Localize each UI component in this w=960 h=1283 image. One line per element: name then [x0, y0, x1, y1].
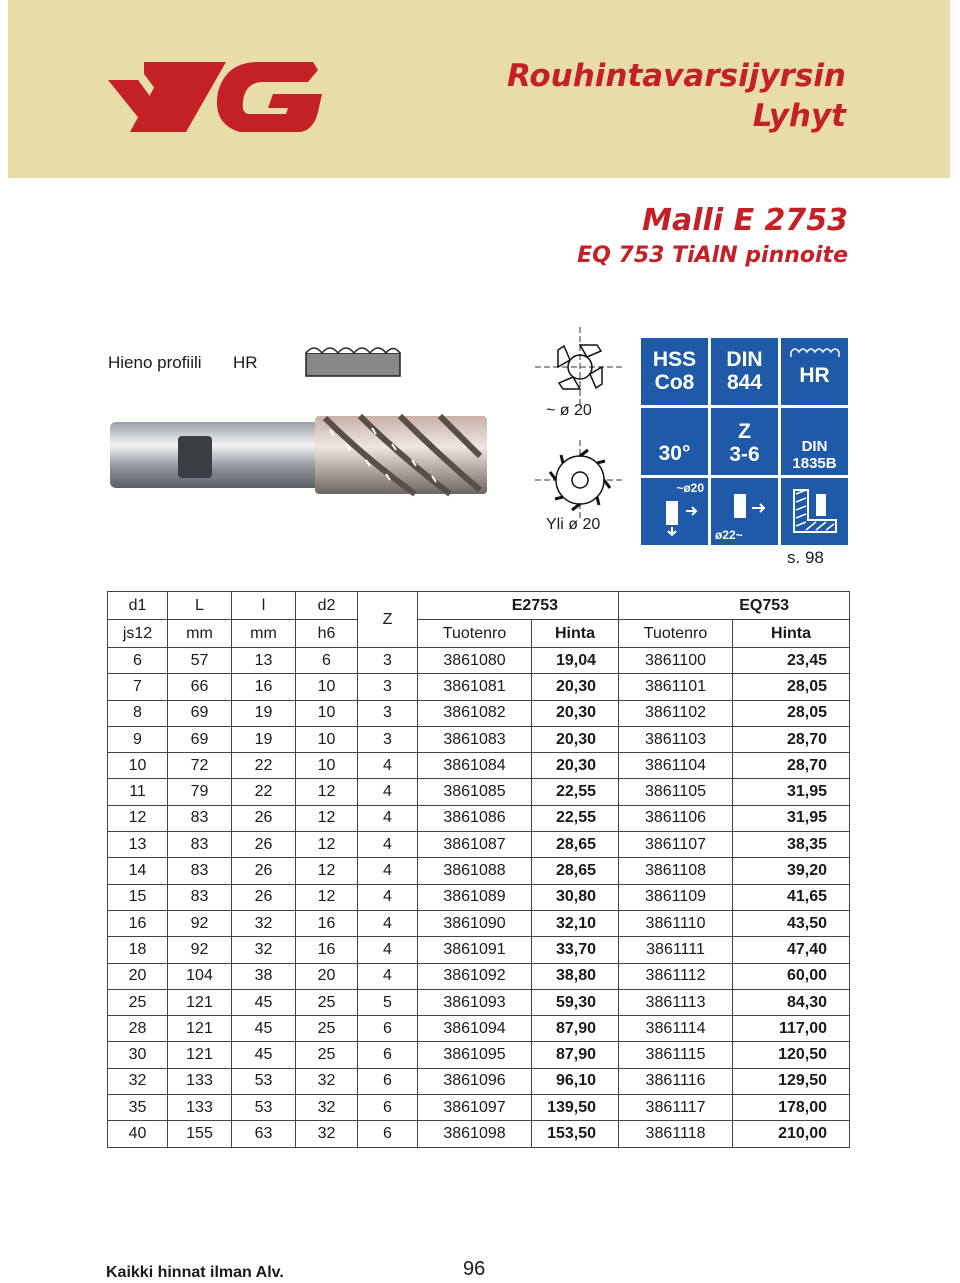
cell-d2: 25: [296, 1016, 358, 1042]
cell-d2: 32: [296, 1068, 358, 1094]
cross-section-small-icon: [535, 327, 625, 407]
cell-L: 83: [168, 832, 232, 858]
cell-code-e: 3861081: [418, 674, 532, 700]
cell-d2: 16: [296, 937, 358, 963]
cell-price-e: 87,90: [532, 1016, 619, 1042]
table-row: [108, 726, 850, 752]
cell-L: 104: [168, 963, 232, 989]
cell-l: 53: [232, 1095, 296, 1121]
cell-L: 57: [168, 648, 232, 674]
col-l-unit: mm: [232, 620, 296, 648]
col-d2-tol: h6: [296, 620, 358, 648]
cell-code-eq: 3861104: [619, 753, 733, 779]
cell-z: 6: [358, 1095, 418, 1121]
cell-code-e: 3861094: [418, 1016, 532, 1042]
profile-label: Hieno profiili: [108, 353, 202, 372]
cell-d2: 10: [296, 700, 358, 726]
col-code-eq: Tuotenro: [619, 620, 733, 648]
cell-l: 19: [232, 726, 296, 752]
cell-code-e: 3861083: [418, 726, 532, 752]
cell-z: 3: [358, 648, 418, 674]
table-body: [108, 648, 850, 1148]
cell-d2: 32: [296, 1095, 358, 1121]
cell-L: 121: [168, 1016, 232, 1042]
shank-standard-icon: DIN 1835B: [781, 408, 848, 475]
cell-code-eq: 3861107: [619, 832, 733, 858]
table-row: [108, 753, 850, 779]
cell-price-eq: 43,50: [733, 910, 850, 936]
plunge-large-icon: ø22~: [711, 478, 778, 545]
table-row: [108, 1121, 850, 1147]
cell-price-eq: 84,30: [733, 989, 850, 1015]
cell-z: 4: [358, 884, 418, 910]
cell-price-eq: 210,00: [733, 1121, 850, 1147]
cell-d2: 25: [296, 1042, 358, 1068]
cell-code-e: 3861098: [418, 1121, 532, 1147]
cell-d2: 10: [296, 753, 358, 779]
cell-price-e: 20,30: [532, 700, 619, 726]
cell-z: 5: [358, 989, 418, 1015]
cell-price-e: 32,10: [532, 910, 619, 936]
cell-code-eq: 3861116: [619, 1068, 733, 1094]
cell-d2: 20: [296, 963, 358, 989]
cell-code-e: 3861084: [418, 753, 532, 779]
cross-section-large-icon: [535, 440, 625, 520]
cell-l: 38: [232, 963, 296, 989]
cell-d1: 25: [108, 989, 168, 1015]
cell-l: 45: [232, 1042, 296, 1068]
product-table: [107, 591, 850, 1148]
cell-L: 69: [168, 726, 232, 752]
group-eq753: EQ753: [619, 592, 850, 620]
cell-price-eq: 129,50: [733, 1068, 850, 1094]
table-row: [108, 858, 850, 884]
cell-code-e: 3861092: [418, 963, 532, 989]
col-l: l: [232, 592, 296, 620]
coating-name: EQ 753 TiAlN pinnoite: [577, 243, 848, 268]
cell-price-eq: 178,00: [733, 1095, 850, 1121]
group-e2753: E2753: [418, 592, 619, 620]
cell-price-eq: 28,05: [733, 700, 850, 726]
page-number: 96: [463, 1258, 486, 1280]
cell-code-eq: 3861102: [619, 700, 733, 726]
cell-d1: 20: [108, 963, 168, 989]
cell-l: 63: [232, 1121, 296, 1147]
cell-d1: 40: [108, 1121, 168, 1147]
col-d2: d2: [296, 592, 358, 620]
table-row: [108, 700, 850, 726]
cell-l: 22: [232, 753, 296, 779]
cell-code-eq: 3861108: [619, 858, 733, 884]
drill-direction-icon: [650, 497, 700, 537]
cell-price-e: 96,10: [532, 1068, 619, 1094]
page-title: Rouhintavarsijyrsin: [507, 58, 846, 94]
table-row: [108, 963, 850, 989]
cell-code-e: 3861093: [418, 989, 532, 1015]
col-price-eq: Hinta: [733, 620, 850, 648]
col-price-e: Hinta: [532, 620, 619, 648]
cell-code-eq: 3861115: [619, 1042, 733, 1068]
cell-l: 16: [232, 674, 296, 700]
cell-d2: 12: [296, 884, 358, 910]
cell-z: 3: [358, 674, 418, 700]
table-row: [108, 989, 850, 1015]
cell-d1: 28: [108, 1016, 168, 1042]
cell-l: 26: [232, 884, 296, 910]
cell-d1: 32: [108, 1068, 168, 1094]
cell-z: 4: [358, 937, 418, 963]
cell-code-eq: 3861118: [619, 1121, 733, 1147]
cell-d1: 30: [108, 1042, 168, 1068]
cell-code-eq: 3861109: [619, 884, 733, 910]
cell-z: 6: [358, 1068, 418, 1094]
cell-d2: 12: [296, 779, 358, 805]
cell-d2: 12: [296, 832, 358, 858]
page-reference: s. 98: [787, 548, 824, 567]
diameter-large-label: Yli ø 20: [546, 516, 601, 533]
cell-l: 19: [232, 700, 296, 726]
cell-price-eq: 39,20: [733, 858, 850, 884]
cell-d1: 18: [108, 937, 168, 963]
diameter-small-label: ~ ø 20: [546, 402, 592, 419]
flutes-icon: Z 3-6: [711, 408, 778, 475]
cell-d2: 6: [296, 648, 358, 674]
cell-code-eq: 3861103: [619, 726, 733, 752]
cell-z: 3: [358, 726, 418, 752]
side-mill-direction-icon: [720, 492, 770, 522]
shoulder-milling-icon: [790, 486, 840, 536]
cell-d1: 7: [108, 674, 168, 700]
cell-l: 22: [232, 779, 296, 805]
cell-z: 4: [358, 832, 418, 858]
cell-z: 4: [358, 858, 418, 884]
cell-code-e: 3861080: [418, 648, 532, 674]
cell-code-eq: 3861110: [619, 910, 733, 936]
cell-d1: 15: [108, 884, 168, 910]
cell-d2: 32: [296, 1121, 358, 1147]
cell-z: 4: [358, 779, 418, 805]
cell-price-eq: 31,95: [733, 805, 850, 831]
cell-code-e: 3861086: [418, 805, 532, 831]
cell-z: 4: [358, 910, 418, 936]
cell-price-e: 38,80: [532, 963, 619, 989]
cell-L: 121: [168, 1042, 232, 1068]
cell-code-eq: 3861101: [619, 674, 733, 700]
table-row: [108, 1016, 850, 1042]
footer-note: Kaikki hinnat ilman Alv.: [106, 1264, 284, 1281]
cell-price-e: 28,65: [532, 858, 619, 884]
cell-d1: 13: [108, 832, 168, 858]
cell-code-eq: 3861100: [619, 648, 733, 674]
wave-profile-icon: [790, 347, 840, 359]
cell-price-e: 33,70: [532, 937, 619, 963]
cell-code-eq: 3861112: [619, 963, 733, 989]
cell-L: 92: [168, 910, 232, 936]
cell-price-e: 139,50: [532, 1095, 619, 1121]
cell-price-eq: 120,50: [733, 1042, 850, 1068]
cell-code-e: 3861087: [418, 832, 532, 858]
cell-l: 32: [232, 937, 296, 963]
cell-d2: 12: [296, 805, 358, 831]
cell-code-eq: 3861105: [619, 779, 733, 805]
cell-d1: 35: [108, 1095, 168, 1121]
table-row: [108, 1068, 850, 1094]
cell-z: 4: [358, 805, 418, 831]
table-row: [108, 937, 850, 963]
cell-price-e: 20,30: [532, 753, 619, 779]
cell-d1: 14: [108, 858, 168, 884]
cell-d1: 6: [108, 648, 168, 674]
cell-z: 6: [358, 1121, 418, 1147]
cell-code-e: 3861082: [418, 700, 532, 726]
cell-price-eq: 28,70: [733, 726, 850, 752]
cell-d2: 12: [296, 858, 358, 884]
cell-code-e: 3861089: [418, 884, 532, 910]
col-d1-tol: js12: [108, 620, 168, 648]
cell-code-e: 3861085: [418, 779, 532, 805]
cell-price-eq: 28,70: [733, 753, 850, 779]
cell-l: 26: [232, 805, 296, 831]
table-row: [108, 832, 850, 858]
cell-d2: 10: [296, 726, 358, 752]
profile-type: HR: [233, 353, 258, 372]
slot-milling-icon: [781, 478, 848, 545]
cell-d2: 16: [296, 910, 358, 936]
cell-l: 45: [232, 1016, 296, 1042]
cell-code-eq: 3861114: [619, 1016, 733, 1042]
table-row: [108, 910, 850, 936]
col-code-e: Tuotenro: [418, 620, 532, 648]
cell-code-e: 3861097: [418, 1095, 532, 1121]
cell-price-e: 22,55: [532, 779, 619, 805]
cell-code-e: 3861090: [418, 910, 532, 936]
cell-l: 32: [232, 910, 296, 936]
cell-L: 121: [168, 989, 232, 1015]
cell-price-e: 28,65: [532, 832, 619, 858]
cell-d1: 9: [108, 726, 168, 752]
cell-z: 4: [358, 963, 418, 989]
cell-code-e: 3861088: [418, 858, 532, 884]
cell-d2: 25: [296, 989, 358, 1015]
cell-l: 53: [232, 1068, 296, 1094]
cell-price-e: 59,30: [532, 989, 619, 1015]
table-row: [108, 884, 850, 910]
cell-d1: 8: [108, 700, 168, 726]
page-subtitle: Lyhyt: [752, 98, 846, 134]
cell-price-eq: 41,65: [733, 884, 850, 910]
cell-price-eq: 117,00: [733, 1016, 850, 1042]
cell-price-e: 19,04: [532, 648, 619, 674]
cell-price-eq: 47,40: [733, 937, 850, 963]
cell-price-eq: 23,45: [733, 648, 850, 674]
profile-hr-icon: HR: [781, 338, 848, 405]
cell-price-e: 153,50: [532, 1121, 619, 1147]
model-name: Malli E 2753: [642, 203, 848, 238]
cell-code-eq: 3861117: [619, 1095, 733, 1121]
standard-icon: DIN 844: [711, 338, 778, 405]
cell-d2: 10: [296, 674, 358, 700]
cell-code-eq: 3861113: [619, 989, 733, 1015]
table-row: [108, 674, 850, 700]
cell-price-eq: 38,35: [733, 832, 850, 858]
cell-L: 66: [168, 674, 232, 700]
cell-code-e: 3861091: [418, 937, 532, 963]
yg-logo-icon: [108, 52, 328, 142]
cell-price-e: 20,30: [532, 726, 619, 752]
cell-code-eq: 3861106: [619, 805, 733, 831]
cell-price-e: 22,55: [532, 805, 619, 831]
cell-l: 13: [232, 648, 296, 674]
cell-L: 133: [168, 1068, 232, 1094]
cell-z: 6: [358, 1016, 418, 1042]
cell-L: 92: [168, 937, 232, 963]
col-L: L: [168, 592, 232, 620]
cell-code-eq: 3861111: [619, 937, 733, 963]
helix-angle-icon: 30°: [641, 408, 708, 475]
cell-price-eq: 28,05: [733, 674, 850, 700]
table-row: [108, 648, 850, 674]
cell-d1: 11: [108, 779, 168, 805]
cell-L: 79: [168, 779, 232, 805]
cell-L: 69: [168, 700, 232, 726]
col-L-unit: mm: [168, 620, 232, 648]
table-row: [108, 1095, 850, 1121]
material-icon: HSS Co8: [641, 338, 708, 405]
cell-L: 83: [168, 884, 232, 910]
cell-z: 3: [358, 700, 418, 726]
cell-L: 83: [168, 805, 232, 831]
end-mill-image: [110, 410, 490, 500]
table-row: [108, 805, 850, 831]
cell-L: 133: [168, 1095, 232, 1121]
cell-z: 6: [358, 1042, 418, 1068]
spec-icon-grid: [641, 338, 848, 545]
col-d1: d1: [108, 592, 168, 620]
cell-price-e: 30,80: [532, 884, 619, 910]
profile-wave-icon: [305, 345, 401, 377]
cell-d1: 10: [108, 753, 168, 779]
cell-price-eq: 60,00: [733, 963, 850, 989]
col-z: Z: [358, 592, 418, 648]
cell-price-eq: 31,95: [733, 779, 850, 805]
table-row: [108, 779, 850, 805]
cell-L: 155: [168, 1121, 232, 1147]
cell-L: 72: [168, 753, 232, 779]
cell-price-e: 20,30: [532, 674, 619, 700]
cell-l: 45: [232, 989, 296, 1015]
cell-d1: 12: [108, 805, 168, 831]
cell-code-e: 3861095: [418, 1042, 532, 1068]
cell-code-e: 3861096: [418, 1068, 532, 1094]
cell-d1: 16: [108, 910, 168, 936]
cell-price-e: 87,90: [532, 1042, 619, 1068]
cell-l: 26: [232, 858, 296, 884]
plunge-small-icon: ~ø20: [641, 478, 708, 545]
cell-z: 4: [358, 753, 418, 779]
table-row: [108, 1042, 850, 1068]
cell-l: 26: [232, 832, 296, 858]
cell-L: 83: [168, 858, 232, 884]
